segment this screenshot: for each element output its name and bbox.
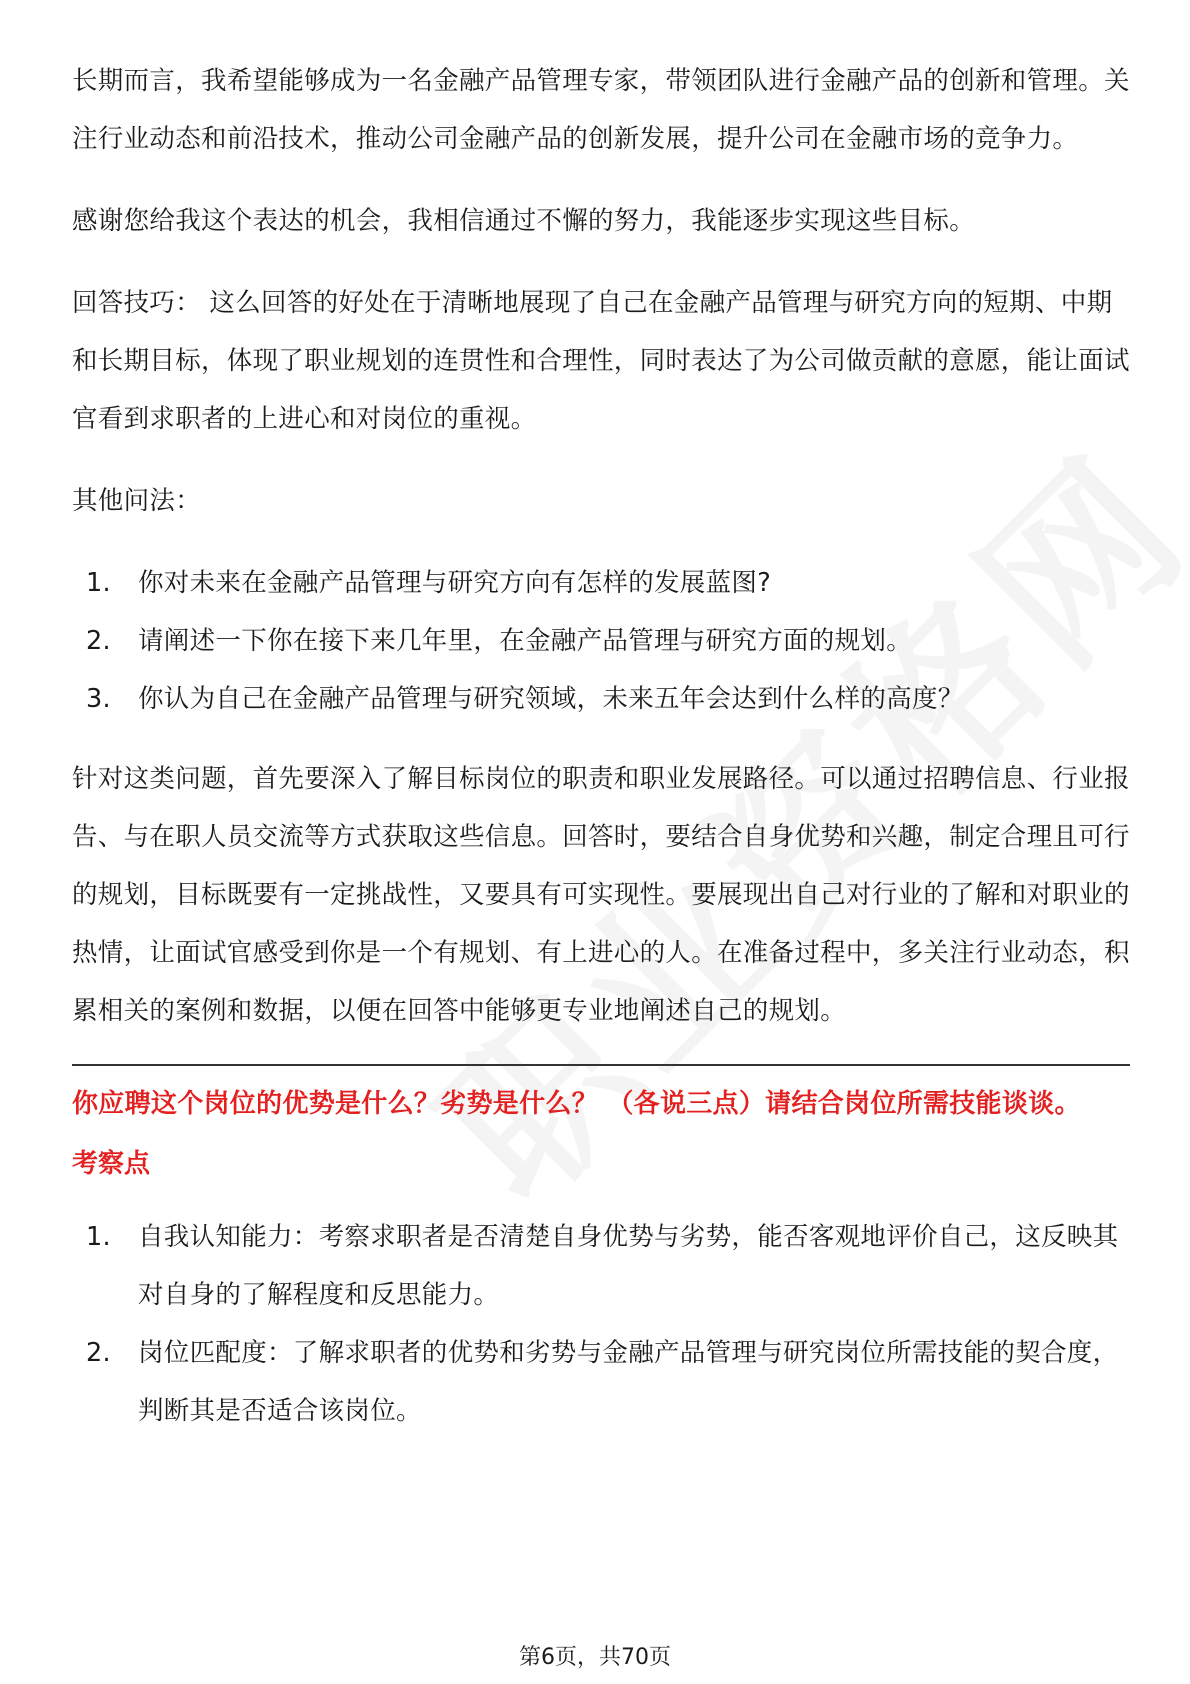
list-item [72, 554, 1130, 612]
paragraph-strategy: 针对这类问题，首先要深入了解目标岗位的职责和职业发展路径。可以通过招聘信息、行业报告、与在职人员交流等方式获取这些信息。回答时，要结合自身优势和兴趣，制定合理且可行的规划，目标既要有一定挑战性，又要具有可实现性。要展现出自己对行业的了解和对职业的热情，让面试官感受到你是一个有规划、有上进心的人。在准备过程中，多关注行业动态，积累相关的案例和数据，以便在回答中能够更专业地阐述自己的规划。 [72, 764, 1130, 1026]
document-page [72, 52, 1130, 1462]
list-item-text: 你对未来在金融产品管理与研究方向有怎样的发展蓝图? [138, 568, 772, 598]
list-item-number: 1. [86, 1222, 111, 1252]
list-item-text: 自我认知能力：考察求职者是否清楚自身优势与劣势，能否客观地评价自己，这反映其对自身的了解程度和反思能力。 [138, 1222, 1119, 1310]
question-title: 你应聘这个岗位的优势是什么？劣势是什么？ （各说三点）请结合岗位所需技能谈谈。 [72, 1089, 1081, 1119]
list-item-text: 岗位匹配度：了解求职者的优势和劣势与金融产品管理与研究岗位所需技能的契合度，判断其是否适合该岗位。 [138, 1338, 1119, 1426]
list-item-text: 请阐述一下你在接下来几年里，在金融产品管理与研究方面的规划。 [138, 626, 913, 656]
paragraph-long-term-goal: 长期而言，我希望能够成为一名金融产品管理专家，带领团队进行金融产品的创新和管理。关注行业动态和前沿技术，推动公司金融产品的创新发展，提升公司在金融市场的竞争力。 [72, 66, 1130, 154]
paragraph-other-questions-heading: 其他问法： [72, 486, 202, 516]
paragraph-thanks: 感谢您给我这个表达的机会，我相信通过不懈的努力，我能逐步实现这些目标。 [72, 206, 976, 236]
list-item-text: 你认为自己在金融产品管理与研究领域，未来五年会达到什么样的高度？ [138, 684, 964, 714]
paragraph-answer-tips: 回答技巧： 这么回答的好处在于清晰地展现了自己在金融产品管理与研究方向的短期、中期和长期目标，体现了职业规划的连贯性和合理性，同时表达了为公司做贡献的意愿，能让面试官看到求职者的上进心和对岗位的重视。 [72, 288, 1130, 434]
list-item [72, 612, 1130, 670]
list-item-number: 2. [86, 1338, 111, 1368]
list-item-number: 3. [86, 684, 111, 714]
other-questions-list [72, 554, 1130, 728]
page-footer: 第6页，共70页 [519, 1645, 671, 1670]
list-item-number: 2. [86, 626, 111, 656]
assessment-points-list [72, 1208, 1130, 1440]
section-divider [72, 1064, 1130, 1066]
list-item [72, 1324, 1130, 1440]
section-title-assessment: 考察点 [72, 1149, 151, 1179]
list-item-number: 1. [86, 568, 111, 598]
list-item [72, 670, 1130, 728]
list-item [72, 1208, 1130, 1324]
